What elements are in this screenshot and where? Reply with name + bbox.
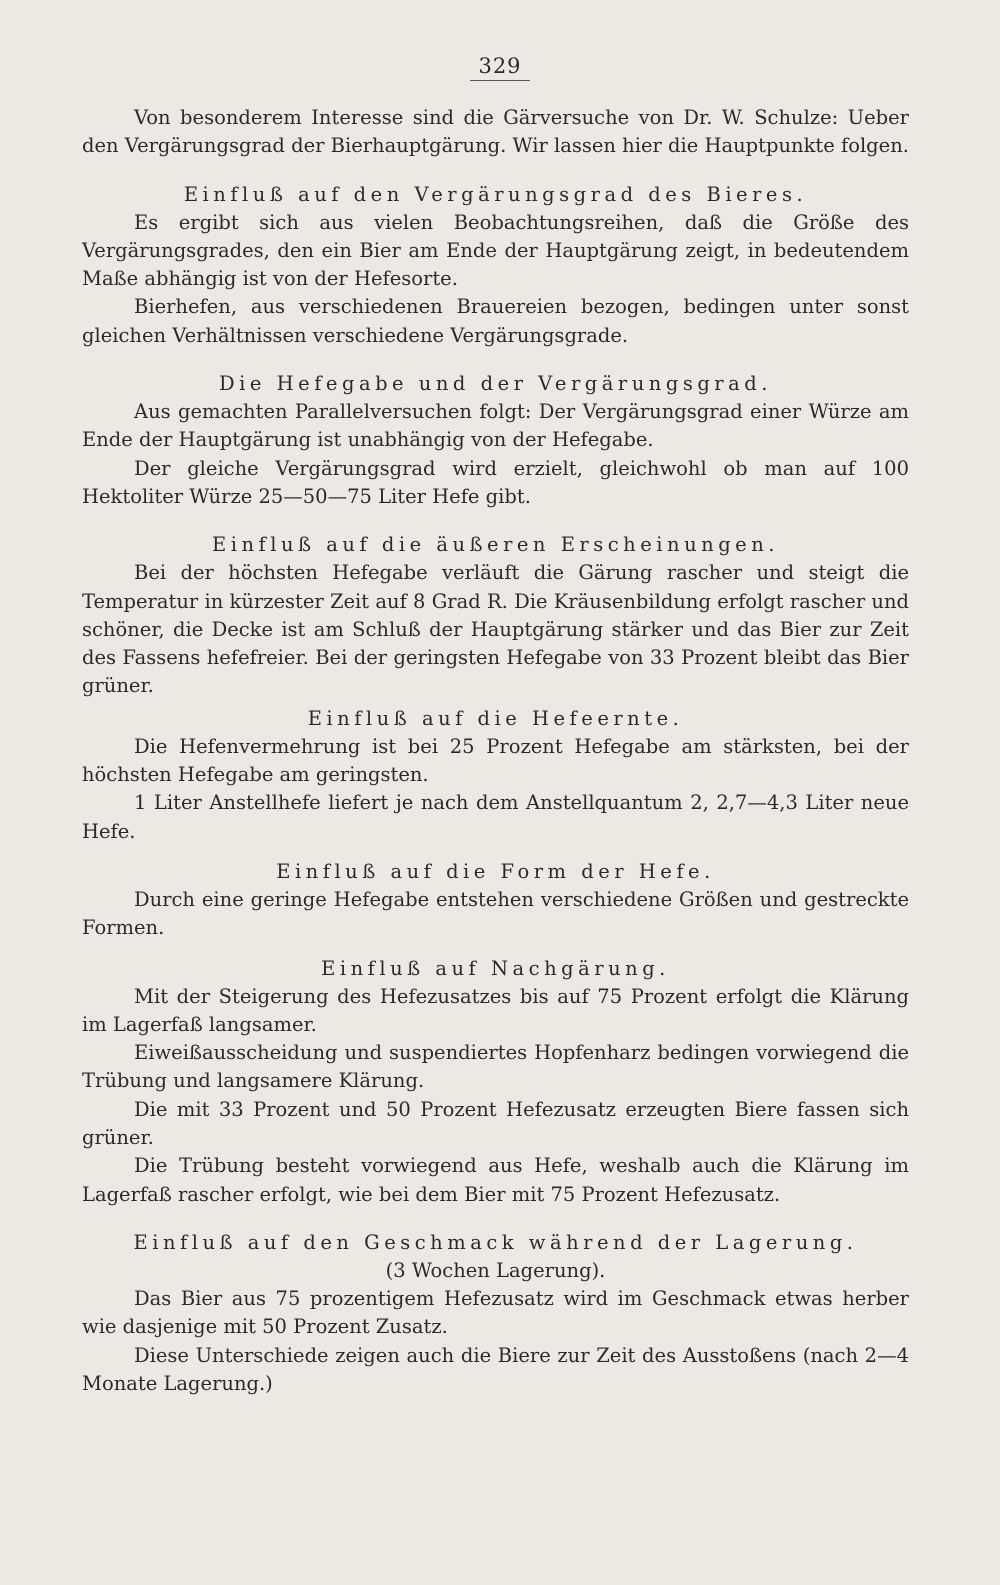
paragraph: Die mit 33 Prozent und 50 Prozent Hefezusatz erzeugten Biere fassen sich grüner. <box>82 1097 909 1150</box>
body-text <box>82 104 909 1398</box>
paragraph: Aus gemachten Parallelversuchen folgt: Der Vergärungsgrad einer Würze am Ende der Hauptgärung ist unabhängig von der Hefegabe. <box>82 400 909 452</box>
section-heading: Die Hefegabe und der Vergärungsgrad. <box>219 372 772 396</box>
page-number-rule <box>470 80 530 81</box>
section-heading: Einfluß auf die Form der Hefe. <box>276 859 715 883</box>
page-number: 329 <box>478 54 522 78</box>
section-subheading: (3 Wochen Lagerung). <box>385 1258 606 1282</box>
intro-paragraph: Von besonderem Interesse sind die Gärversuche von Dr. W. Schulze: Ueber den Vergärungsgrad der Bierhauptgärung. Wir lassen hier die Hauptpunkte folgen. <box>82 106 909 158</box>
paragraph: Das Bier aus 75 prozentigem Hefezusatz wird im Geschmack etwas herber wie dasjenige mit 50 Prozent Zusatz. <box>82 1286 909 1339</box>
section-heading: Einfluß auf Nachgärung. <box>321 956 670 980</box>
paragraph: Es ergibt sich aus vielen Beobachtungsreihen, daß die Größe des Vergärungsgrades, den ein Bier am Ende der Hauptgärung zeigt, in bedeutendem Maße abhängig ist von der Hefesorte. <box>82 210 909 291</box>
section-heading: Einfluß auf den Vergärungsgrad des Bieres. <box>183 182 808 206</box>
paragraph: Eiweißausscheidung und suspendiertes Hopfenharz bedingen vorwiegend die Trübung und langsamere Klärung. <box>82 1041 909 1093</box>
paragraph: Diese Unterschiede zeigen auch die Biere zur Zeit des Ausstoßens (nach 2—4 Monate Lagerung.) <box>82 1343 909 1395</box>
section-heading: Einfluß auf die Hefeernte. <box>307 706 684 730</box>
paragraph: 1 Liter Anstellhefe liefert je nach dem Anstellquantum 2, 2,7—4,3 Liter neue Hefe. <box>82 791 909 843</box>
paragraph: Durch eine geringe Hefegabe entstehen verschiedene Größen und gestreckte Formen. <box>82 887 909 940</box>
paragraph: Die Hefenvermehrung ist bei 25 Prozent Hefegabe am stärksten, bei der höchsten Hefegabe am geringsten. <box>82 734 909 787</box>
section-heading: Einfluß auf den Geschmack während der Lagerung. <box>133 1230 858 1254</box>
section-heading: Einfluß auf die äußeren Erscheinungen. <box>212 533 779 557</box>
paragraph: Der gleiche Vergärungsgrad wird erzielt, gleichwohl ob man auf 100 Hektoliter Würze 25—50—75 Liter Hefe gibt. <box>82 456 909 508</box>
paragraph: Die Trübung besteht vorwiegend aus Hefe, weshalb auch die Klärung im Lagerfaß rascher erfolgt, wie bei dem Bier mit 75 Prozent Hefezusatz. <box>82 1154 909 1206</box>
paragraph: Bierhefen, aus verschiedenen Brauereien bezogen, bedingen unter sonst gleichen Verhältnissen verschiedene Vergärungsgrade. <box>82 295 909 347</box>
paragraph: Bei der höchsten Hefegabe verläuft die Gärung rascher und steigt die Temperatur in kürzester Zeit auf 8 Grad R. Die Kräusenbildung erfolgt rascher und schöner, die Decke ist am Schluß der Hauptgärung stärker und das Bier zur Zeit des Fassens hefefreier. Bei der geringsten Hefegabe von 33 Prozent bleibt das Bier grüner. <box>82 561 909 698</box>
paragraph: Mit der Steigerung des Hefezusatzes bis auf 75 Prozent erfolgt die Klärung im Lagerfaß langsamer. <box>82 984 909 1036</box>
